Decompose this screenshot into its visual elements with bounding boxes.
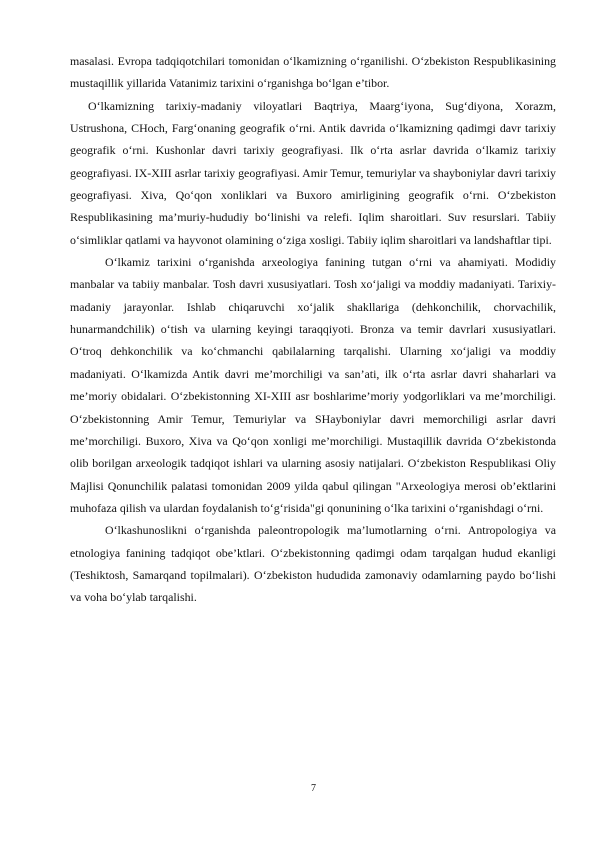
paragraph-paleoanthropology: O‘lkashunoslikni o‘rganishda paleontropologik ma’lumotlarning o‘rni. Antropologiya va etnologiya fanining tadqiqot obe’ktlari. O‘zbekistonning qadimgi odam tarqalgan hudud ekanligi (Teshiktosh, Samarqand topilmalari). O‘zbekiston hududida zamonaviy odamlarning paydo bo‘lishi va voha bo‘ylab tarqalishi. xyxy=(70,523,556,605)
paragraph-archaeology: O‘lkamiz tarixini o‘rganishda arxeologiya fanining tutgan o‘rni va ahamiyati. Modidiy manbalar va tabiiy manbalar. Tosh davri xususiyatlari. Tosh xo‘jaligi va moddiy madaniyati. Tarixiy-madaniy jarayonlar. Ishlab chiqaruvchi xo‘jalik shakllariga (dehkonchilik, chorvachilik, hunarmandchilik) o‘tish va ularning keyingi taraqqiyoti. Bronza va temir davrlari xususiyatlari. O‘troq dehkonchilik va ko‘chmanchi qabilalarning tarqalishi. Ularning xo‘jaligi va moddiy madaniyati. O‘lkamizda Antik davri me’morchiligi va san’ati, ilk o‘rta asrlar davri shaharlari va me’moriy obidalari. O‘zbekistonning XI-XIII asr boshlarime’moriy yodgorliklari va me’morchiligi. O‘zbekistonning Amir Temur, Temuriylar va SHayboniylar davri memorchiligi asrlar davri me’morchiligi. Buxoro, Xiva va Qo‘qon xonligi me’morchiligi. Mustaqillik davrida O‘zbekistonda olib borilgan arxeologik tadqiqot ishlari va ularning asosiy natijalari. O‘zbekiston Respublikasi Oliy Majlisi Qonunchilik palatasi tomonidan 2009 yilda qabul qilingan "Arxeologiya merosi ob’ektlarini muhofaza qilish va ulardan foydalanish to‘g‘risida"gi qonunining o‘lka tarixini o‘rganishdagi o‘rni. xyxy=(70,255,556,515)
paragraph-historical-regions: O‘lkamizning tarixiy-madaniy viloyatlari Baqtriya, Maarg‘iyona, Sug‘diyona, Xorazm, Ustrushona, CHoch, Farg‘onaning geografik o‘rni. Antik davrida o‘lkamizning qadimgi davr tarixiy geografik o‘rni. Kushonlar davri tarixiy geografiyasi. Ilk o‘rta asrlar davrida o‘lkamiz tarixiy geografiyasi. IX-XIII asrlar tarixiy geografiyasi. Amir Temur, temuriylar va shayboniylar davri tarixiy geografiyasi. Xiva, Qo‘qon xonliklari va Buxoro amirligining geografik o‘rni. O‘zbekiston Respublikasining ma’muriy-hududiy bo‘linishi va relefi. Iqlim sharoitlari. Suv resurslari. Tabiiy o‘simliklar qatlami va hayvonot olamining o‘ziga xosligi. Tabiiy iqlim sharoitlari va landshaftlar tipi. xyxy=(70,98,556,247)
page-number: 7 xyxy=(311,783,316,794)
paragraph-european-research: masalasi. Evropa tadqiqotchilari tomonidan o‘lkamizning o‘rganilishi. O‘zbekiston Respublikasining mustaqillik yillarida Vatanimiz tarixini o‘rganishga bo‘lgan e’tibor. xyxy=(70,54,556,91)
document-page xyxy=(70,50,556,609)
